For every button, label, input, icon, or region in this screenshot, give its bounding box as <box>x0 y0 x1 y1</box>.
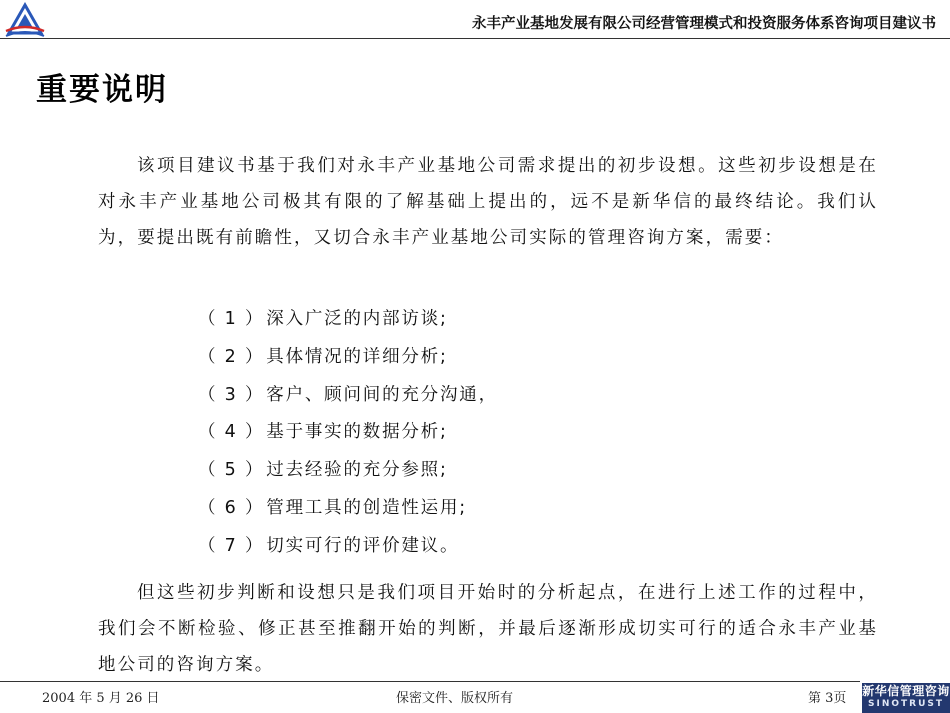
page-number: 第 3页 <box>808 691 847 706</box>
item-text: 过去经验的充分参照; <box>266 460 448 481</box>
confidential-notice: 保密文件、版权所有 <box>396 691 514 706</box>
list-item <box>198 377 498 415</box>
item-number: （ 2 ） <box>198 346 265 367</box>
triangle-logo-icon <box>4 2 46 40</box>
item-text: 客户、顾问间的充分沟通， <box>266 384 498 405</box>
list-item <box>198 490 498 528</box>
brand-name-cn: 新华信管理咨询 <box>862 684 950 698</box>
footer-divider <box>0 681 860 682</box>
list-item <box>198 414 498 452</box>
item-number: （ 3 ） <box>198 384 265 405</box>
company-logo <box>4 2 46 40</box>
item-text: 管理工具的创造性运用; <box>266 497 467 518</box>
item-text: 具体情况的详细分析; <box>266 346 448 367</box>
document-title: 永丰产业基地发展有限公司经营管理模式和投资服务体系咨询项目建议书 <box>472 16 936 32</box>
item-number: （ 6 ） <box>198 497 265 518</box>
footer-date: 2004 年 5 月 26 日 <box>42 691 160 706</box>
sinotrust-brand-logo <box>862 683 950 713</box>
requirements-list <box>198 301 498 566</box>
page-title: 重要说明 <box>36 72 168 108</box>
item-text: 基于事实的数据分析; <box>266 422 448 443</box>
item-number: （ 4 ） <box>198 422 265 443</box>
list-item <box>198 452 498 490</box>
item-text: 切实可行的评价建议。 <box>266 535 460 556</box>
header-divider <box>0 38 950 39</box>
item-text: 深入广泛的内部访谈; <box>266 309 448 329</box>
intro-paragraph: 该项目建议书基于我们对永丰产业基地公司需求提出的初步设想。这些初步设想是在对永丰产业基地公司极其有限的了解基础上提出的，远不是新华信的最终结论。我们认为，要提出既有前瞻性，又切合永丰产业基地公司实际的管理咨询方案，需要： <box>98 156 878 248</box>
item-number: （ 5 ） <box>198 460 265 481</box>
closing-paragraph: 但这些初步判断和设想只是我们项目开始时的分析起点，在进行上述工作的过程中，我们会不断检验、修正甚至推翻开始的判断，并最后逐渐形成切实可行的适合永丰产业基地公司的咨询方案。 <box>98 583 878 675</box>
item-number: （ 7 ） <box>198 535 265 556</box>
item-number: （ 1 ） <box>198 309 265 329</box>
list-item <box>198 301 498 339</box>
list-item <box>198 528 498 566</box>
brand-name-en: SINOTRUST <box>867 699 944 709</box>
list-item <box>198 339 498 377</box>
